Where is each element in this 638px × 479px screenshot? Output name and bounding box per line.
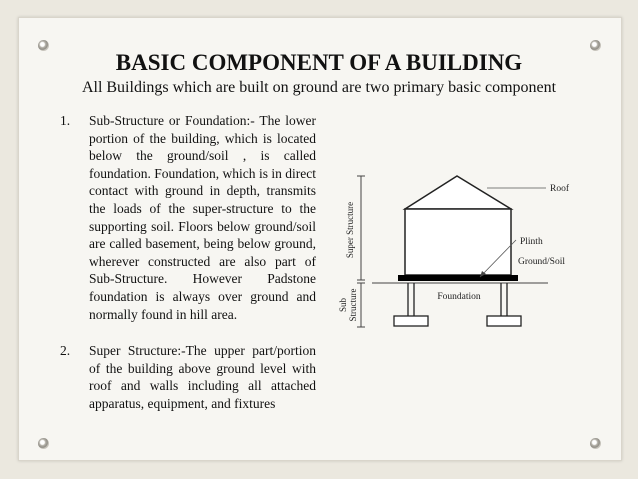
list-number-2: 2.: [60, 343, 71, 358]
plinth-shape: [398, 275, 518, 281]
ground-soil-label: Ground/Soil: [518, 257, 565, 267]
list-item-super-structure: Super Structure:-The upper part/portion of the building above ground level with roof and walls including all attached apparatus, equipment, and fixtures: [89, 343, 316, 411]
roof-shape: [405, 176, 511, 209]
sub-structure-label-line2: Structure: [348, 288, 358, 322]
list-item-sub-structure: Sub-Structure or Foundation:- The lower portion of the building, which is located below the ground/soil , is called foundation. Foundation, which is in direct contact with ground in depth, transmits the loads of the super-structure to the supporting soil. Floors below ground/soil are called basement, being below ground, wherever constructed are also part of Sub-Structure. However Padstone foundation is always over ground and normally found in hill area.: [89, 113, 316, 322]
foundation-label: Foundation: [437, 292, 481, 302]
roof-label: Roof: [550, 184, 569, 194]
slide-title: BASIC COMPONENT OF A BUILDING: [115, 50, 523, 75]
footing-left: [394, 316, 428, 326]
list-number-1: 1.: [60, 113, 71, 128]
sub-structure-label-line1: Sub: [338, 297, 348, 313]
slide-subtitle: All Buildings which are built on ground are two primary basic component: [81, 79, 557, 96]
footing-right: [487, 316, 521, 326]
wall-shape: [405, 209, 511, 275]
super-structure-label: Super Structure: [345, 201, 355, 259]
plinth-label: Plinth: [520, 237, 543, 247]
